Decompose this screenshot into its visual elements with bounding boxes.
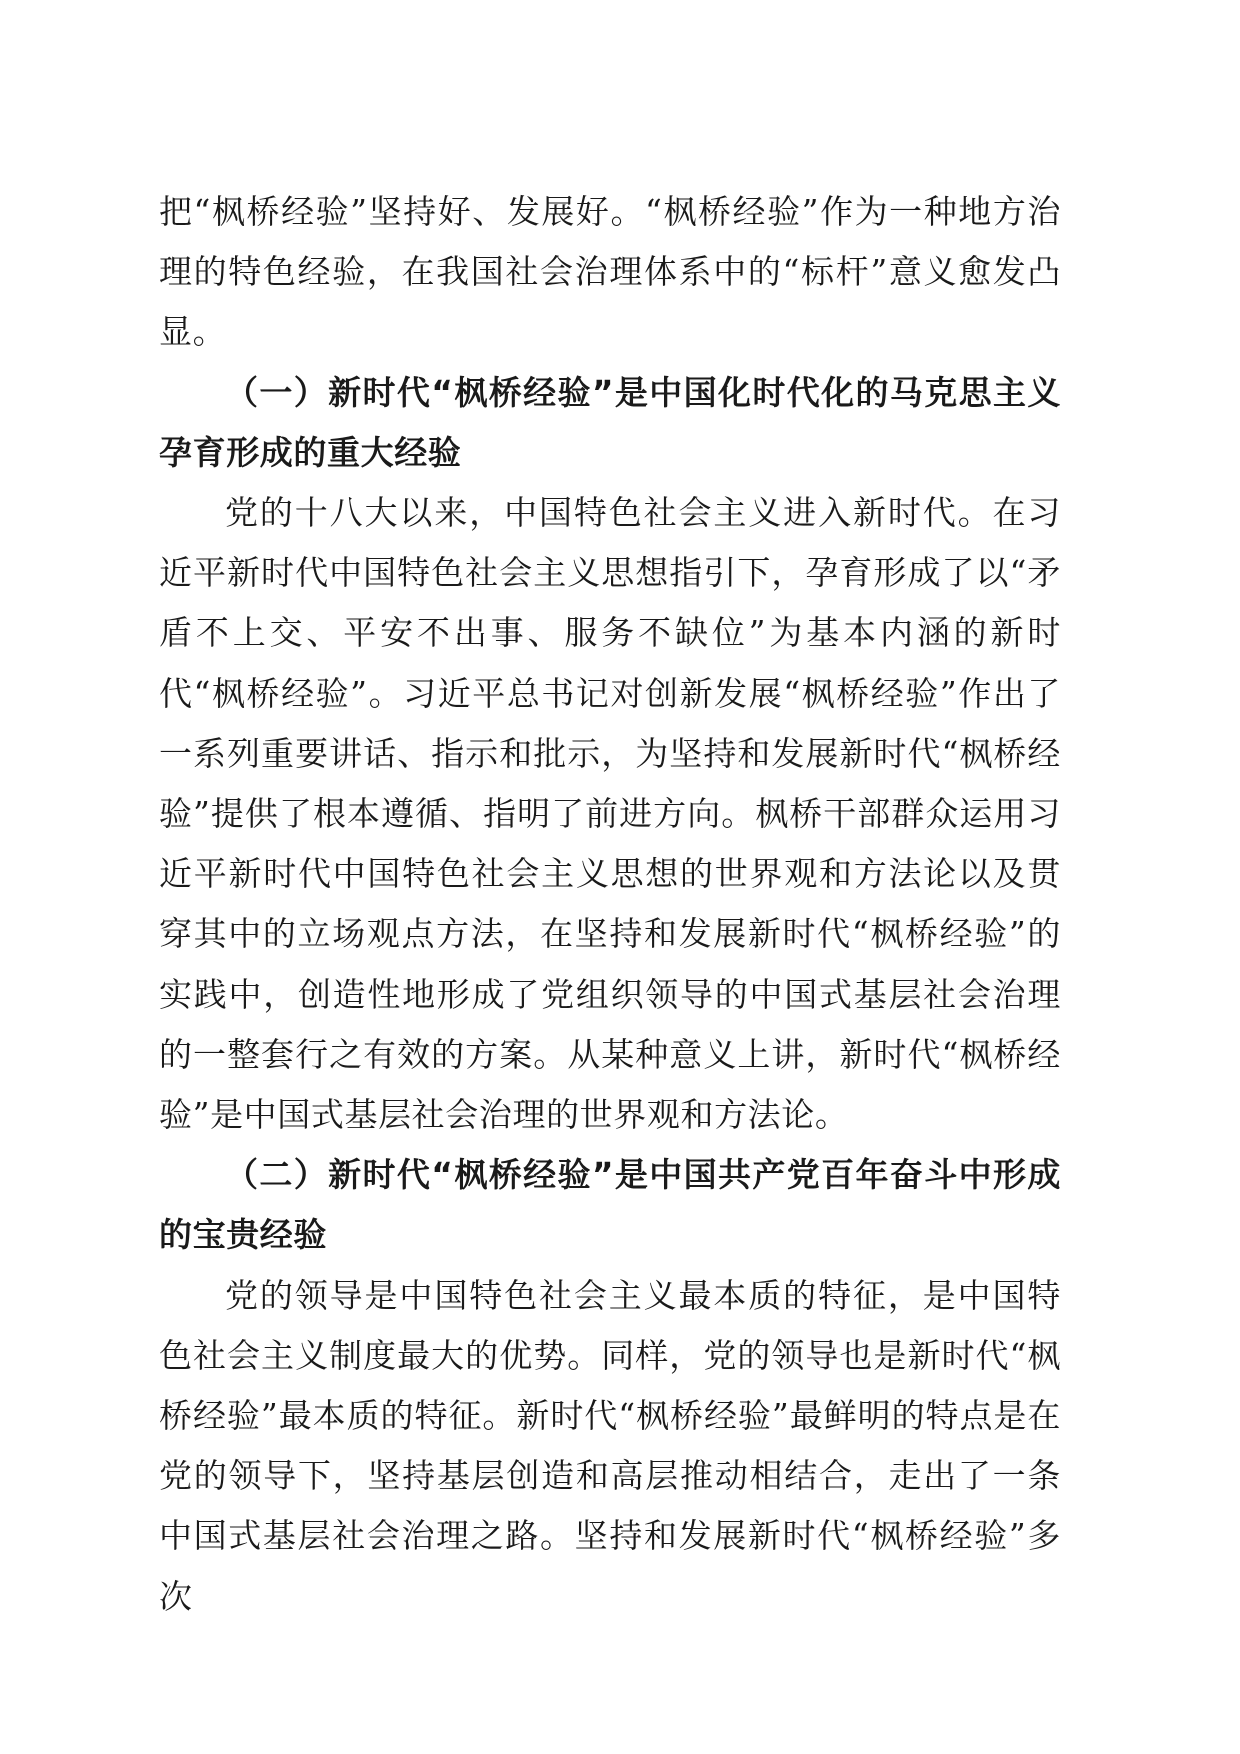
document-body (159, 182, 1061, 1627)
paragraph-section-1: 党的十八大以来，中国特色社会主义进入新时代。在习近平新时代中国特色社会主义思想指引下，孕育形成了以“矛盾不上交、平安不出事、服务不缺位”为基本内涵的新时代“枫桥经验”。习近平总书记对创新发展“枫桥经验”作出了一系列重要讲话、指示和批示，为坚持和发展新时代“枫桥经验”提供了根本遵循、指明了前进方向。枫桥干部群众运用习近平新时代中国特色社会主义思想的世界观和方法论以及贯穿其中的立场观点方法，在坚持和发展新时代“枫桥经验”的实践中，创造性地形成了党组织领导的中国式基层社会治理的一整套行之有效的方案。从某种意义上讲，新时代“枫桥经验”是中国式基层社会治理的世界观和方法论。 (159, 493, 1061, 1135)
paragraph-section-2: 党的领导是中国特色社会主义最本质的特征，是中国特色社会主义制度最大的优势。同样，党的领导也是新时代“枫桥经验”最本质的特征。新时代“枫桥经验”最鲜明的特点是在党的领导下，坚持基层创造和高层推动相结合，走出了一条中国式基层社会治理之路。坚持和发展新时代“枫桥经验”多次 (159, 1275, 1061, 1616)
paragraph-intro: 把“枫桥经验”坚持好、发展好。“枫桥经验”作为一种地方治理的特色经验，在我国社会治理体系中的“标杆”意义愈发凸显。 (159, 192, 1061, 352)
section-heading-1: （一）新时代“枫桥经验”是中国化时代化的马克思主义孕育形成的重大经验 (159, 372, 1061, 472)
section-heading-2: （二）新时代“枫桥经验”是中国共产党百年奋斗中形成的宝贵经验 (159, 1155, 1061, 1255)
